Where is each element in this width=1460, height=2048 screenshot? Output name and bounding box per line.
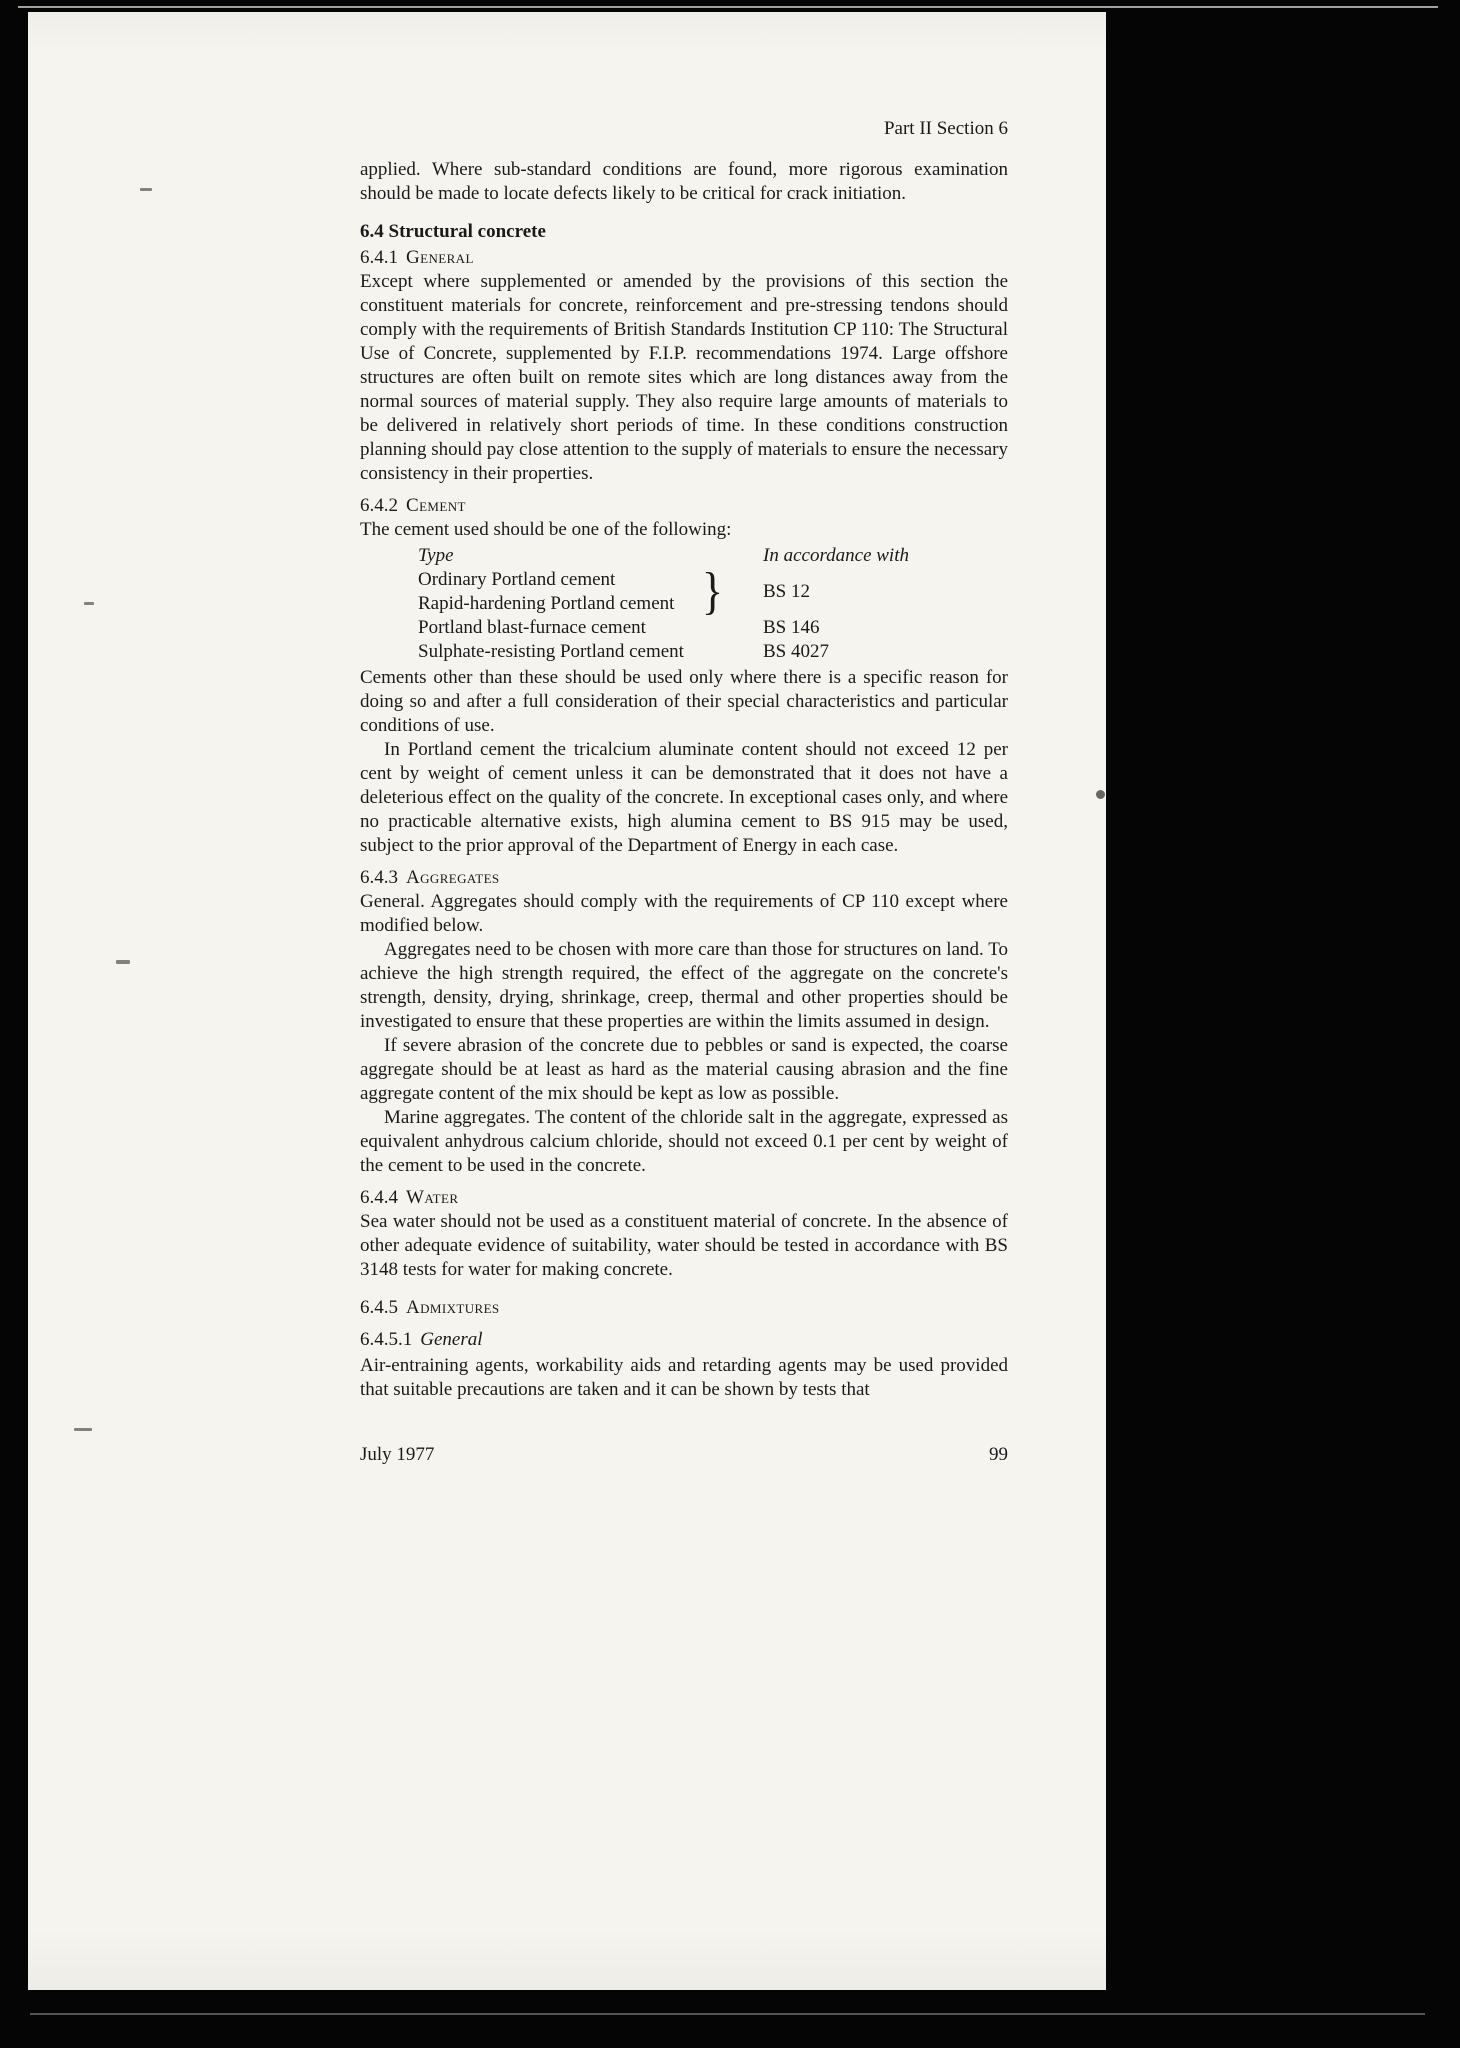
scan-artifact: [18, 6, 1438, 8]
cement-standards-table: [418, 544, 1008, 664]
subsection-heading-aggregates: [360, 866, 1008, 890]
subsection-heading-general: [360, 246, 1008, 270]
subsubsection-heading-admixtures-general: [360, 1328, 1008, 1352]
heading-number: 6.4.1: [360, 247, 398, 268]
table-cell-type: Portland blast-furnace cement: [418, 617, 646, 638]
table-row-group: [418, 563, 1008, 620]
paragraph-aggregates-general: General. Aggregates should comply with the requirements of CP 110 except where modified below.: [360, 891, 1008, 936]
table-cell-standard: BS 4027: [763, 641, 829, 662]
scan-artifact: [30, 2013, 1425, 2015]
scan-artifact: [116, 960, 130, 964]
table-cell-standard: BS 146: [763, 617, 820, 638]
heading-label: Admixtures: [406, 1297, 500, 1318]
heading-number: 6.4.5.1: [360, 1329, 413, 1350]
scan-artifact: [74, 1428, 92, 1431]
heading-number: 6.4.4: [360, 1187, 398, 1208]
scan-artifact: [84, 602, 94, 605]
page-content: [360, 158, 1008, 1402]
heading-label: Cement: [406, 495, 466, 516]
paragraph-crack-initiation: applied. Where sub-standard conditions are found, more rigorous examination should be made to locate defects likely to be critical for crack initiation.: [360, 159, 1008, 204]
footer-page-number: 99: [989, 1444, 1008, 1465]
table-cell-type: Rapid-hardening Portland cement: [418, 593, 675, 614]
column-header-accordance: In accordance with: [763, 545, 909, 566]
document-page: [28, 12, 1106, 1990]
paragraph-admixtures: Air-entraining agents, workability aids and retarding agents may be used provided that suitable precautions are taken and it can be shown by tests that: [360, 1355, 1008, 1400]
scan-artifact: [1096, 790, 1105, 799]
paragraph-aggregates-abrasion: If severe abrasion of the concrete due to pebbles or sand is expected, the coarse aggregate should be at least as hard as the material causing abrasion and the fine aggregate content of the mix should be kept as low as possible.: [360, 1035, 1008, 1104]
subsection-heading-water: [360, 1186, 1008, 1210]
column-header-type: Type: [418, 545, 454, 566]
paragraph-water: Sea water should not be used as a constituent material of concrete. In the absence of other adequate evidence of suitability, water should be tested in accordance with BS 3148 tests for water for making concrete.: [360, 1211, 1008, 1280]
section-heading-structural-concrete: 6.4 Structural concrete: [360, 221, 546, 242]
scan-artifact: [140, 188, 152, 191]
paragraph-aggregates-care: Aggregates need to be chosen with more care than those for structures on land. To achieve the high strength required, the effect of the aggregate on the concrete's strength, density, drying, shrinkage, creep, thermal and other properties should be investigated to ensure that these properties are within the limits assumed in design.: [360, 939, 1008, 1032]
footer-date: July 1977: [360, 1444, 435, 1465]
table-row: [418, 640, 1008, 664]
heading-label: Water: [406, 1187, 459, 1208]
page-footer: [360, 1443, 1008, 1467]
grouping-brace: }: [701, 563, 724, 620]
heading-number: 6.4.2: [360, 495, 398, 516]
heading-number: 6.4.5: [360, 1297, 398, 1318]
running-header: Part II Section 6: [883, 118, 1008, 139]
subsection-heading-cement: [360, 494, 1008, 518]
paragraph-other-cements: Cements other than these should be used only where there is a specific reason for doing so and after a full consideration of their special characteristics and particular conditions of use.: [360, 667, 1008, 736]
paragraph-portland-cement: In Portland cement the tricalcium aluminate content should not exceed 12 per cent by weight of cement unless it can be demonstrated that it does not have a deleterious effect on the quality of the concrete. In exceptional cases only, and where no practicable alternative exists, high alumina cement to BS 915 may be used, subject to the prior approval of the Department of Energy in each case.: [360, 739, 1008, 856]
paragraph-marine-aggregates: Marine aggregates. The content of the chloride salt in the aggregate, expressed as equivalent anhydrous calcium chloride, should not exceed 0.1 per cent by weight of the cement to be used in the concrete.: [360, 1107, 1008, 1176]
table-cell-standard: BS 12: [763, 581, 810, 602]
subsection-heading-admixtures: [360, 1296, 1008, 1320]
paragraph-cement-lead: The cement used should be one of the following:: [360, 519, 732, 540]
heading-label: General: [406, 247, 474, 268]
heading-number: 6.4.3: [360, 867, 398, 888]
table-cell-type: Ordinary Portland cement: [418, 569, 616, 590]
paragraph-general: Except where supplemented or amended by the provisions of this section the constituent materials for concrete, reinforcement and pre-stressing tendons should comply with the requirements of British Standards Institution CP 110: The Structural Use of Concrete, supplemented by F.I.P. recommendations 1974. Large offshore structures are often built on remote sites which are long distances away from the normal sources of material supply. They also require large amounts of materials to be delivered in relatively short periods of time. In these conditions construction planning should pay close attention to the supply of materials to ensure the necessary consistency in their properties.: [360, 271, 1008, 484]
heading-label: General: [420, 1329, 483, 1350]
table-cell-type: Sulphate-resisting Portland cement: [418, 641, 684, 662]
heading-label: Aggregates: [406, 867, 500, 888]
